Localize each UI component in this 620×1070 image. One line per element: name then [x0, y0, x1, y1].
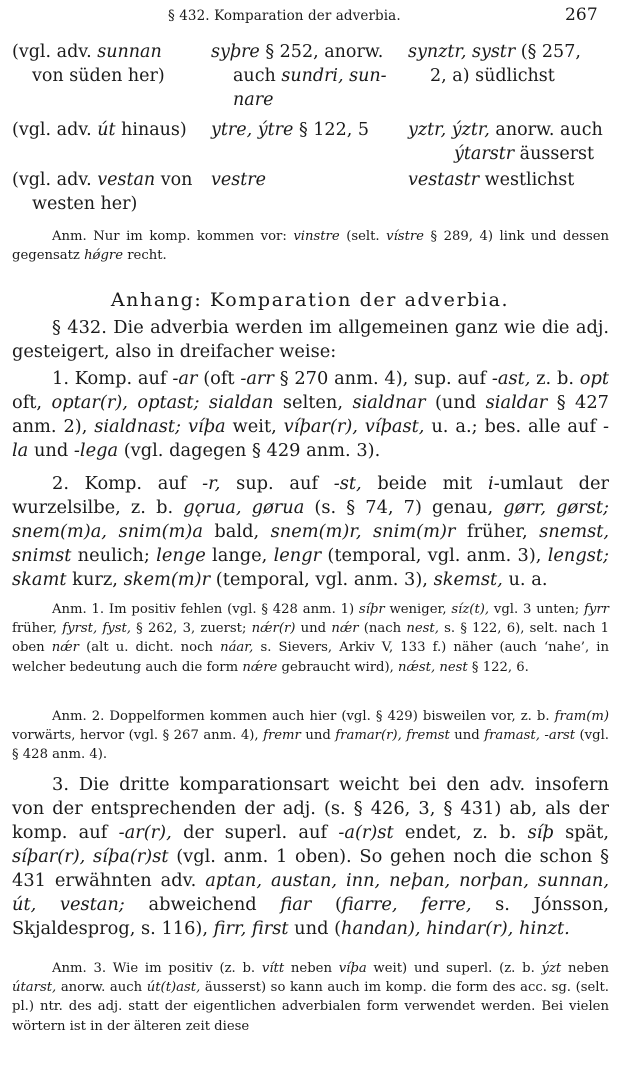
text: und: [300, 728, 336, 744]
text: oft,: [12, 392, 52, 413]
italic-text: optar(r), optast;: [51, 392, 200, 413]
italic-text: i: [488, 473, 494, 494]
page-number: 267: [565, 5, 598, 25]
italic-text: nǽr(r): [251, 621, 296, 637]
text: (vgl. adv.: [12, 42, 98, 62]
italic-text: víþa: [338, 961, 367, 976]
text: ýtarstr: [454, 144, 515, 164]
text: sunnan: [97, 42, 162, 62]
text: § 289, 4) link und dessen gegensatz: [12, 229, 610, 264]
italic-text: vístre: [386, 229, 424, 244]
italic-text: -arr: [240, 368, 274, 389]
table-cell-comparative: [211, 40, 399, 112]
italic-text: síþr: [358, 602, 385, 617]
italic-text: fram(m): [554, 709, 609, 724]
text: Anm. 3. Wie im positiv (z. b.: [52, 961, 262, 976]
italic-text: síþ: [527, 822, 554, 843]
text: gebraucht wird),: [277, 659, 399, 675]
paragraph-text: [12, 600, 609, 677]
text: (alt u. dicht. noch: [79, 640, 221, 656]
italic-text: nǽr: [331, 621, 359, 637]
table-cell-comparative: [211, 118, 399, 142]
running-head: [0, 4, 620, 26]
table-cell-superlative: [408, 40, 608, 88]
text: bald,: [202, 521, 271, 542]
text: s. § 122, 6), selt. nach 1 oben: [12, 621, 610, 656]
paragraph-item-1: [12, 367, 609, 463]
text: Anm. 1. Im positiv fehlen (vgl. § 428 anm. 1): [52, 602, 359, 617]
italic-text: sialdar: [485, 392, 548, 413]
italic-text: nǽst, nest: [398, 659, 468, 675]
italic-text: náar,: [220, 640, 254, 656]
table-cell-positive: [12, 118, 200, 142]
italic-text: lenge: [156, 545, 206, 566]
text: neulich;: [71, 545, 157, 566]
italic-text: firr, first: [213, 918, 289, 939]
text: äusserst) so kann auch im komp. die form des acc. sg. (selt. pl.) ntr. des adj. statt der eigentlichen adverbialen form verwendet werden. Bei vielen wörtern ist in der älteren zeit diese: [12, 980, 609, 1034]
table-cell-superlative: [408, 118, 608, 166]
italic-text: snemst, snimst: [12, 521, 610, 566]
text: von süden her): [32, 66, 165, 86]
italic-text: lengr: [273, 545, 322, 566]
italic-text: sialdnar: [352, 392, 426, 413]
paragraph-item-3: [12, 773, 609, 941]
text: (vgl. anm. 1 oben). So gehen noch die schon § 431 erwähnten adv.: [12, 846, 609, 891]
text: § 432. Die adverbia werden im allgemeinen ganz wie die adj. gesteigert, also in dreifacher weise:: [12, 317, 609, 362]
text: syþre: [211, 42, 260, 62]
text: ytre, ýtre: [211, 120, 294, 140]
italic-text: hindar(r), hinzt.: [426, 918, 570, 939]
italic-text: vinstre: [293, 229, 340, 244]
text: neben: [561, 961, 610, 976]
text: u. a.; bes. alle auf: [424, 416, 603, 437]
text: s. Jónsson, Skjaldesprog, s. 116),: [12, 894, 609, 939]
italic-text: víþar(r), víþast,: [283, 416, 425, 437]
text: vestre: [211, 170, 266, 190]
paragraph-item-2: [12, 472, 609, 592]
note-anm-2: [12, 707, 609, 765]
text: der superl. auf: [171, 822, 339, 843]
italic-text: sialdnast;: [94, 416, 182, 437]
italic-text: hǿgre: [84, 248, 124, 264]
italic-text: skemst,: [433, 569, 503, 590]
text: lange,: [205, 545, 274, 566]
note-anm-3: [12, 959, 609, 1036]
text: synztr, systr: [408, 42, 516, 62]
text: § 427 anm. 2),: [12, 392, 610, 437]
italic-text: aptan, austan, inn, neþan, norþan, sunnan, út, vestan;: [12, 870, 609, 915]
italic-text: útarst,: [12, 980, 57, 996]
italic-text: fiarre, ferre,: [341, 894, 472, 915]
italic-text: -ast,: [491, 368, 531, 389]
text: Anm. Nur im komp. kommen vor:: [52, 229, 294, 244]
text: § 270 anm. 4), sup. auf: [273, 368, 492, 389]
text: § 122, 6.: [467, 659, 529, 675]
text: nare: [233, 90, 274, 110]
text: [199, 392, 208, 413]
text: 2, a) südlichst: [430, 66, 555, 86]
italic-text: fiar: [280, 894, 312, 915]
paragraph-intro: [12, 316, 609, 364]
text: vestastr: [408, 170, 480, 190]
text: vorwärts, hervor (vgl. § 267 anm. 4),: [12, 728, 264, 744]
table-cell-superlative: [408, 168, 608, 192]
text: 1. Komp. auf: [52, 368, 173, 389]
italic-text: gǫrua, gørua: [183, 497, 305, 518]
text: westlichst: [479, 170, 575, 190]
italic-text: gørr, gørst; snem(m)a, snim(m)a: [12, 497, 609, 542]
italic-text: lengst; skamt: [12, 545, 610, 590]
text: sundri, sun-: [281, 66, 387, 86]
text: und: [295, 621, 332, 637]
text: abweichend: [124, 894, 281, 915]
text: yztr, ýztr,: [408, 120, 490, 140]
text: (temporal, vgl. anm. 3),: [210, 569, 434, 590]
italic-text: skem(m)r: [123, 569, 211, 590]
text: (oft: [197, 368, 241, 389]
italic-text: -la: [12, 416, 609, 461]
text: z. b.: [530, 368, 580, 389]
italic-text: síþar(r), síþa(r)st: [12, 846, 169, 867]
italic-text: nǽre: [242, 659, 278, 675]
text: vgl. 3 unten;: [489, 602, 585, 617]
text: u. a.: [502, 569, 548, 590]
text: anorw. auch: [56, 980, 147, 996]
text: neben: [284, 961, 339, 976]
text: endet, z. b.: [393, 822, 528, 843]
italic-text: nǽr: [51, 640, 79, 656]
italic-text: opt: [579, 368, 609, 389]
text: (temporal, vgl. anm. 3),: [321, 545, 548, 566]
italic-text: ýzt: [541, 961, 562, 976]
paragraph-text: [12, 367, 609, 463]
text: sup. auf: [220, 473, 334, 494]
text: weit,: [225, 416, 284, 437]
italic-text: nest,: [406, 621, 439, 637]
italic-text: -a(r)st: [338, 822, 394, 843]
italic-text: út(t)ast,: [146, 980, 201, 996]
text: (selt.: [339, 229, 387, 244]
text: [181, 416, 188, 437]
text: früher,: [12, 621, 63, 637]
italic-text: handan),: [341, 918, 421, 939]
italic-text: -st,: [333, 473, 362, 494]
text: (vgl. adv.: [12, 170, 98, 190]
running-head-title: § 432. Komparation der adverbia.: [168, 8, 401, 24]
note-anm: [12, 227, 609, 265]
text: út: [97, 120, 116, 140]
italic-text: -r,: [202, 473, 221, 494]
text: selten,: [273, 392, 353, 413]
text: (vgl. dagegen § 429 anm. 3).: [118, 440, 381, 461]
italic-text: framast, -arst: [484, 728, 576, 744]
italic-text: síz(t),: [451, 602, 490, 617]
text: (s. § 74, 7) genau,: [304, 497, 504, 518]
text: westen her): [32, 194, 138, 214]
text: s. Sievers, Arkiv V, 133 f.) näher (auch ‘nahe’, in welcher bedeutung auch die form: [12, 640, 610, 675]
text: 3. Die dritte komparationsart weicht bei den adv. insofern von der entsprechenden der adj. (s. § 426, 3, § 431) ab, als der komp. auf: [12, 774, 609, 843]
text: von: [155, 170, 193, 190]
text: äusserst: [514, 144, 595, 164]
table-row: [0, 40, 620, 114]
text: § 252, anorw.: [259, 42, 384, 62]
text: und (: [288, 918, 342, 939]
italic-text: framar(r),: [335, 728, 402, 744]
text: spät,: [553, 822, 609, 843]
note-anm-1: [12, 600, 609, 677]
table-cell-positive: [12, 168, 200, 216]
table-row: [0, 168, 620, 218]
paragraph-text: [12, 227, 609, 265]
section-heading: Anhang: Komparation der adverbia.: [110, 289, 510, 311]
paragraph-text: [12, 959, 609, 1036]
comparison-table: [0, 40, 620, 218]
italic-text: fremr: [263, 728, 301, 744]
text: § 122, 5: [293, 120, 369, 140]
text: und: [28, 440, 74, 461]
italic-text: vítt: [261, 961, 285, 976]
text: weit) und superl. (z. b.: [366, 961, 542, 976]
text: -umlaut der wurzelsilbe, z. b.: [12, 473, 610, 518]
italic-text: -lega: [73, 440, 119, 461]
text: (nach: [358, 621, 407, 637]
text: (vgl. § 428 anm. 4).: [12, 728, 609, 763]
table-row: [0, 118, 620, 168]
text: (: [311, 894, 342, 915]
italic-text: fyrr: [584, 602, 609, 617]
text: beide mit: [361, 473, 488, 494]
italic-text: -ar(r),: [118, 822, 172, 843]
text: kurz,: [66, 569, 124, 590]
text: weniger,: [384, 602, 452, 617]
text: (und: [425, 392, 486, 413]
text: recht.: [123, 248, 167, 264]
text: früher,: [455, 521, 540, 542]
text: (§ 257,: [515, 42, 581, 62]
text: 2. Komp. auf: [52, 473, 203, 494]
italic-text: -ar: [172, 368, 198, 389]
paragraph-text: [12, 773, 609, 941]
table-cell-positive: [12, 40, 200, 88]
italic-text: sialdan: [208, 392, 274, 413]
italic-text: snem(m)r, snim(m)r: [270, 521, 456, 542]
text: Anm. 2. Doppelformen kommen auch hier (vgl. § 429) bisweilen vor, z. b.: [52, 709, 555, 724]
text: anorw. auch: [489, 120, 603, 140]
table-cell-comparative: [211, 168, 399, 192]
text: § 262, 3, zuerst;: [130, 621, 252, 637]
italic-text: víþa: [187, 416, 226, 437]
paragraph-text: [12, 707, 609, 765]
text: auch: [233, 66, 282, 86]
paragraph-text: [12, 472, 609, 592]
text: und: [449, 728, 485, 744]
italic-text: fremst: [406, 728, 450, 744]
text: hinaus): [115, 120, 187, 140]
italic-text: fyrst, fyst,: [62, 621, 131, 637]
text: (vgl. adv.: [12, 120, 98, 140]
text: vestan: [97, 170, 156, 190]
